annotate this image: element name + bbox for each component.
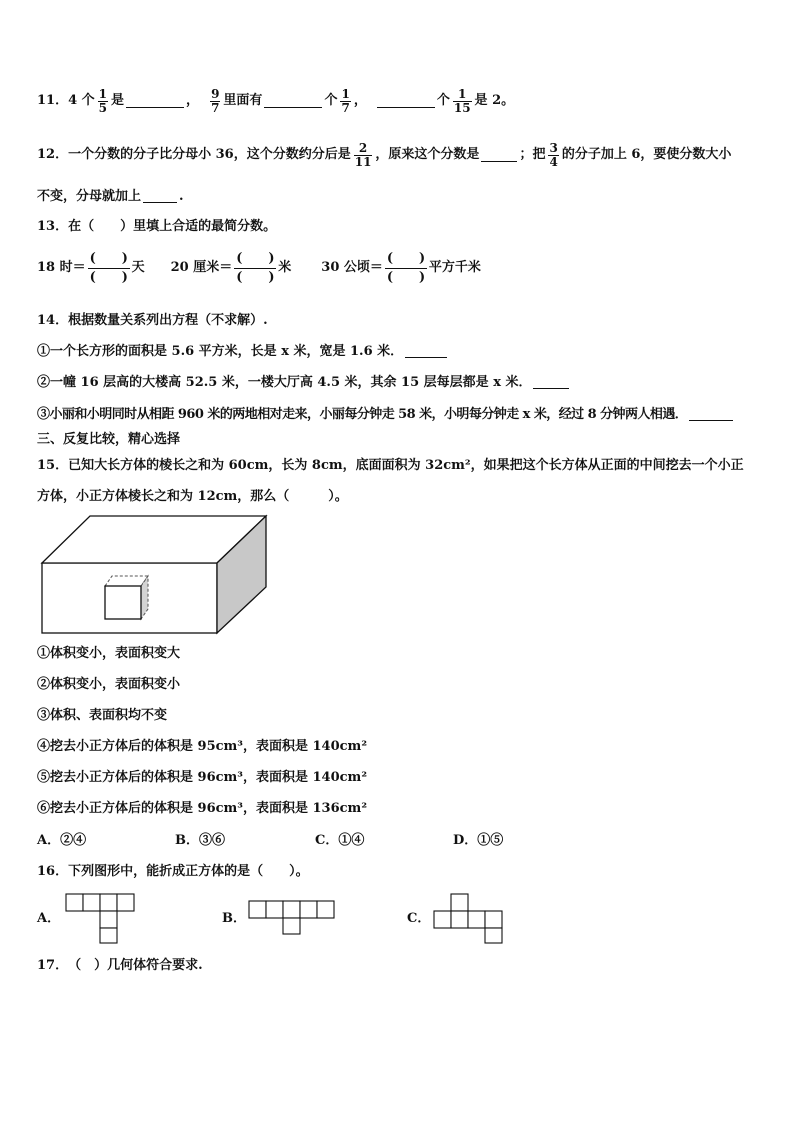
answer-blank[interactable] <box>533 376 569 389</box>
numerator: 9 <box>211 87 220 101</box>
numerator: 1 <box>98 87 108 101</box>
question-number: 17． <box>37 958 69 973</box>
option-6 <box>37 801 764 817</box>
question-stem: 根据数量关系列出方程（不求解）. <box>68 313 268 328</box>
answer-blank[interactable] <box>264 95 322 108</box>
text: 个 <box>436 93 450 109</box>
text: 一个分数的分子比分母小 36，这个分数约分后是 <box>68 147 351 163</box>
net-square <box>249 901 266 918</box>
text: . <box>179 189 184 204</box>
fraction-blank[interactable] <box>88 251 130 285</box>
denominator-blank[interactable]: ( ) <box>236 269 275 285</box>
net-square <box>434 911 451 928</box>
text: 是 <box>111 93 125 109</box>
answer-blank[interactable] <box>405 345 447 358</box>
numerator-blank[interactable]: ( ) <box>89 251 128 266</box>
question-stem: 已知大长方体的棱长之和为 60cm，长为 8cm，底面面积为 32cm²，如果把这个长方体从正面的中间挖去一个小正 <box>68 458 744 473</box>
choice-label: A． <box>37 911 61 926</box>
fraction <box>210 88 220 114</box>
question-number: 11． <box>37 93 69 109</box>
net-square <box>485 928 502 943</box>
text: ， <box>186 93 200 109</box>
text: ；把 <box>519 147 546 163</box>
net-square <box>100 894 117 911</box>
choice-label: C． <box>407 911 431 926</box>
answer-blank[interactable] <box>377 95 435 108</box>
fraction <box>548 142 558 168</box>
sub-question: ①一个长方形的面积是 5.6 平方米，长是 x 米，宽是 1.6 米． <box>37 344 404 359</box>
question-11 <box>37 88 764 114</box>
item-label: 18 时＝ <box>37 260 86 276</box>
question-14-sub-1 <box>37 344 764 360</box>
cuboid-figure <box>40 513 270 638</box>
statement: ②体积变小，表面积变小 <box>37 677 181 692</box>
net-square <box>100 928 117 943</box>
denominator: 4 <box>549 154 558 169</box>
question-12-cont <box>37 189 764 205</box>
numerator: 1 <box>341 87 350 101</box>
section-title: 三、反复比较，精心选择 <box>37 432 181 447</box>
question-17 <box>37 958 764 974</box>
text: 的分子加上 6，要使分数大小 <box>561 147 732 163</box>
denominator: 15 <box>453 100 471 115</box>
option-2 <box>37 677 764 693</box>
denominator: 11 <box>354 154 372 169</box>
net-square <box>66 894 83 911</box>
statement: ⑤挖去小正方体后的体积是 96cm³，表面积是 140cm² <box>37 770 368 785</box>
numerator: 3 <box>549 141 558 155</box>
item-label: 30 公顷＝ <box>321 260 383 276</box>
question-13-items <box>37 251 764 285</box>
text: ， <box>353 93 367 109</box>
choice-b[interactable]: B．③⑥ <box>175 833 225 848</box>
sub-question: ③小丽和小明同时从相距 960 米的两地相对走来，小丽每分钟走 58 米，小明每分钟走 x 米，经过 8 分钟两人相遇． <box>37 407 688 422</box>
net-square <box>283 901 300 918</box>
option-1 <box>37 646 764 662</box>
question-number: 14． <box>37 313 69 328</box>
denominator: 7 <box>341 100 350 115</box>
unit: 天 <box>131 260 145 276</box>
question-stem: 方体，小正方体棱长之和为 12cm，那么（ ）。 <box>37 489 348 504</box>
numerator: 1 <box>458 87 467 101</box>
choice-a[interactable]: A．②④ <box>37 833 87 848</box>
option-3 <box>37 708 764 724</box>
question-number: 15． <box>37 458 69 473</box>
question-stem: （ ）几何体符合要求. <box>68 958 203 973</box>
question-13 <box>37 219 764 235</box>
answer-blank[interactable] <box>126 95 184 108</box>
net-b[interactable] <box>248 900 336 936</box>
question-14 <box>37 313 764 329</box>
question-14-sub-2 <box>37 375 764 391</box>
choice-a-label[interactable] <box>37 911 67 927</box>
item-label: 20 厘米＝ <box>170 260 233 276</box>
text: 4 个 <box>68 93 95 109</box>
net-square <box>468 911 485 928</box>
numerator: 2 <box>358 141 368 155</box>
question-12 <box>37 142 764 168</box>
statement: ①体积变小，表面积变大 <box>37 646 181 661</box>
sub-question: ②一幢 16 层高的大楼高 52.5 米，一楼大厅高 4.5 米，其余 15 层每层都是 x 米． <box>37 375 532 390</box>
net-square <box>283 918 300 934</box>
net-square <box>266 901 283 918</box>
choice-d[interactable]: D．①⑤ <box>453 833 504 848</box>
fraction <box>98 88 108 114</box>
answer-blank[interactable] <box>481 149 517 162</box>
text: 里面有 <box>223 93 263 109</box>
text: 个 <box>324 93 338 109</box>
net-a[interactable] <box>65 893 137 945</box>
text: ，原来这个分数是 <box>375 147 480 163</box>
choice-c[interactable]: C．①④ <box>315 833 365 848</box>
question-number: 16． <box>37 864 69 879</box>
question-stem: 下列图形中，能折成正方体的是（ ）。 <box>68 864 309 879</box>
net-square <box>485 911 502 928</box>
question-stem: 在（ ）里填上合适的最简分数。 <box>68 219 277 234</box>
unit: 米 <box>278 260 292 276</box>
choice-label: B． <box>222 911 246 926</box>
net-c[interactable] <box>433 893 505 945</box>
net-square <box>117 894 134 911</box>
numerator-blank[interactable]: ( ) <box>236 251 275 266</box>
option-4 <box>37 739 764 755</box>
statement: ⑥挖去小正方体后的体积是 96cm³，表面积是 136cm² <box>37 801 368 816</box>
question-14-sub-3 <box>37 407 764 423</box>
question-15-choices <box>37 833 764 849</box>
answer-blank[interactable] <box>143 190 177 203</box>
option-5 <box>37 770 764 786</box>
question-16 <box>37 864 764 880</box>
net-square <box>83 894 100 911</box>
answer-blank[interactable] <box>689 408 733 421</box>
denominator: 5 <box>98 100 108 115</box>
fraction <box>340 88 350 114</box>
question-15 <box>37 458 764 474</box>
statement: ④挖去小正方体后的体积是 95cm³，表面积是 140cm² <box>37 739 368 754</box>
question-15-cont <box>37 489 764 505</box>
net-square <box>100 911 117 928</box>
unit: 平方千米 <box>428 260 481 276</box>
denominator-blank[interactable]: ( ) <box>89 269 128 285</box>
fraction-blank[interactable] <box>385 251 427 285</box>
fraction <box>354 142 373 168</box>
section-heading <box>37 432 764 448</box>
numerator-blank[interactable]: ( ) <box>386 251 426 266</box>
text: 不变，分母就加上 <box>37 189 142 204</box>
fraction-blank[interactable] <box>234 251 276 285</box>
denominator: 7 <box>211 100 220 115</box>
text: 是 2。 <box>474 93 515 109</box>
denominator-blank[interactable]: ( ) <box>386 269 426 285</box>
small-cube <box>105 576 148 619</box>
net-square <box>451 894 468 911</box>
statement: ③体积、表面积均不变 <box>37 708 168 723</box>
question-number: 13． <box>37 219 69 234</box>
question-number: 12． <box>37 147 69 163</box>
net-square <box>451 911 468 928</box>
net-square <box>300 901 317 918</box>
net-square <box>317 901 334 918</box>
fraction <box>453 88 472 114</box>
cuboid-outline <box>42 516 266 633</box>
